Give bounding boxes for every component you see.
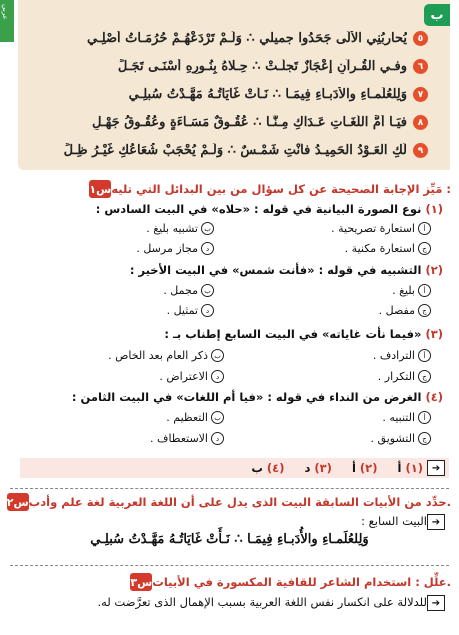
question-2-header — [1, 493, 451, 511]
option-d[interactable]: د الاعتراض . — [159, 370, 224, 383]
question-title: علِّل : استخدام الشاعر للقافية المكسورة في الأبيات. — [152, 575, 451, 589]
option-letter: ج — [418, 304, 431, 317]
option-a[interactable]: أ بليغ . — [392, 284, 431, 297]
question-title: حدِّد من الأبيات السابقة البيت الذى يدل على أن اللغة العربية لغة علم وأدب. — [28, 495, 451, 509]
option-a[interactable]: أ الترادف . — [373, 349, 431, 362]
answer-text: للدلالة على انكسار نفس اللغة العربية بسبب الإهمال الذى تعرَّضت له. — [97, 595, 427, 609]
option-letter: د — [211, 370, 224, 383]
option-letter: ج — [418, 242, 431, 255]
verse-9 — [18, 138, 428, 163]
verse-number: ٥ — [413, 31, 428, 46]
verse-8 — [18, 110, 428, 135]
question-1-header — [83, 180, 451, 198]
verse-7 — [18, 82, 428, 107]
sub-question-4: (٤) الغرض من النداء في قوله : «فيا أم اللغات» في البيت الثامن : — [71, 390, 443, 404]
answer-label: البيت السابع : — [361, 514, 427, 528]
question-title: مَيِّز الإجابة الصحيحة عن كل سؤال من بين البدائل التي تليه : — [111, 182, 451, 196]
question-3-header — [124, 573, 451, 591]
poem-box — [18, 0, 450, 170]
verse-number: ٧ — [413, 87, 428, 102]
option-letter: ب — [211, 411, 224, 424]
option-d[interactable]: د تمثيل . — [167, 304, 214, 317]
option-letter: د — [201, 242, 214, 255]
verse-6 — [18, 54, 428, 79]
verse-number: ٦ — [413, 59, 428, 74]
option-c[interactable]: ج التشويق . — [371, 432, 431, 445]
sub-question-1: (١) نوع الصورة البيانية في قوله : «حلاه» في البيت السادس : — [95, 202, 443, 216]
option-letter: د — [201, 304, 214, 317]
option-d[interactable]: د مجاز مرسل . — [136, 242, 214, 255]
question-badge: س٢ — [7, 493, 29, 511]
section-tab: ب — [424, 4, 450, 26]
option-b[interactable]: ب ذكر العام بعد الخاص . — [108, 349, 224, 362]
divider — [10, 565, 449, 566]
answer-3: (٣) د — [304, 461, 332, 475]
question-badge: س٣ — [130, 573, 152, 591]
side-strip: عربي — [0, 0, 14, 42]
answer-key-row — [20, 458, 449, 478]
verse-number: ٨ — [413, 115, 428, 130]
sub-question-2: (٢) التشبيه في قوله : «فأنت شمس» في البيت الأخير : — [129, 263, 443, 277]
verse-text: وفـي القُـرآنِ إعْجَازٌ تَجلَّـتْ ∴ حِـلاهُ بِنُـورِهِ أَسْنَـى تَجَـلِّ — [117, 59, 407, 74]
option-d[interactable]: د الاستعطاف . — [150, 432, 224, 445]
sub-question-3: (٣) «فيما نأت غاياته» في البيت السابع إطناب بـ : — [164, 327, 443, 341]
option-letter: أ — [418, 411, 431, 424]
arrow-icon: ➔ — [427, 514, 445, 530]
answer-verse: وَلِلعُلَمـاءِ والأُدَبـاءِ فِيمَـا ∴ نَـأَتْ غَايَاتُـهُ مَهَّـدْتُ سُبلِـي — [90, 532, 369, 547]
option-c[interactable]: ج مفصل . — [379, 304, 431, 317]
verse-text: وَلِلعُلَمـاءِ والأُدَبـاءِ فِيمَـا ∴ نَـأَتْ غَايَاتُـهُ مَهَّـدْتُ سُبلِـي — [128, 87, 407, 102]
option-b[interactable]: ب تشبيه بليغ . — [146, 222, 214, 235]
option-letter: ب — [211, 349, 224, 362]
question-badge: س١ — [89, 180, 111, 198]
option-b[interactable]: ب التعظيم . — [166, 411, 224, 424]
option-letter: ج — [418, 432, 431, 445]
option-letter: ب — [201, 222, 214, 235]
option-c[interactable]: ج استعارة مكنية . — [345, 242, 431, 255]
verse-text: لَكِ العَـوْدُ الحَمِيـدُ فأَنْتِ شَمْـسٌ ∴ وَلَـمْ يُحْجَبْ شُعَاعُكِ غَيْـرُ ظِـلِّ — [63, 143, 407, 158]
option-letter: أ — [418, 284, 431, 297]
option-a[interactable]: أ التنبيه . — [382, 411, 431, 424]
option-letter: أ — [418, 222, 431, 235]
option-a[interactable]: أ استعارة تصريحية . — [331, 222, 431, 235]
answer-1: (١) أ — [397, 461, 423, 475]
arrow-icon: ➔ — [427, 460, 445, 476]
option-letter: ب — [201, 284, 214, 297]
option-b[interactable]: ب مجمل . — [163, 284, 214, 297]
option-letter: ج — [418, 370, 431, 383]
option-letter: د — [211, 432, 224, 445]
verse-text: يُحاربُنِي الأُلَى جَحَدُوا جميلي ∴ وَلَـمْ تَرْدَعْهُـمْ حُرُمَـاتُ أَصْلِـي — [87, 31, 407, 46]
verse-5 — [18, 26, 428, 51]
verse-text: فيَـا أُمَّ اللُّغَـاتِ عَـدَاكِ مِـنَّـا ∴ عُقُـوقٌ مَسَـاءَةٍ وعُقُـوقُ جَهْـلِ — [91, 115, 407, 130]
answer-2: (٢) أ — [351, 461, 378, 475]
divider — [10, 488, 449, 489]
option-letter: أ — [418, 349, 431, 362]
verse-number: ٩ — [413, 143, 428, 158]
arrow-icon: ➔ — [427, 595, 445, 611]
answer-4: (٤) ب — [251, 461, 285, 475]
option-c[interactable]: ج التكرار . — [378, 370, 431, 383]
